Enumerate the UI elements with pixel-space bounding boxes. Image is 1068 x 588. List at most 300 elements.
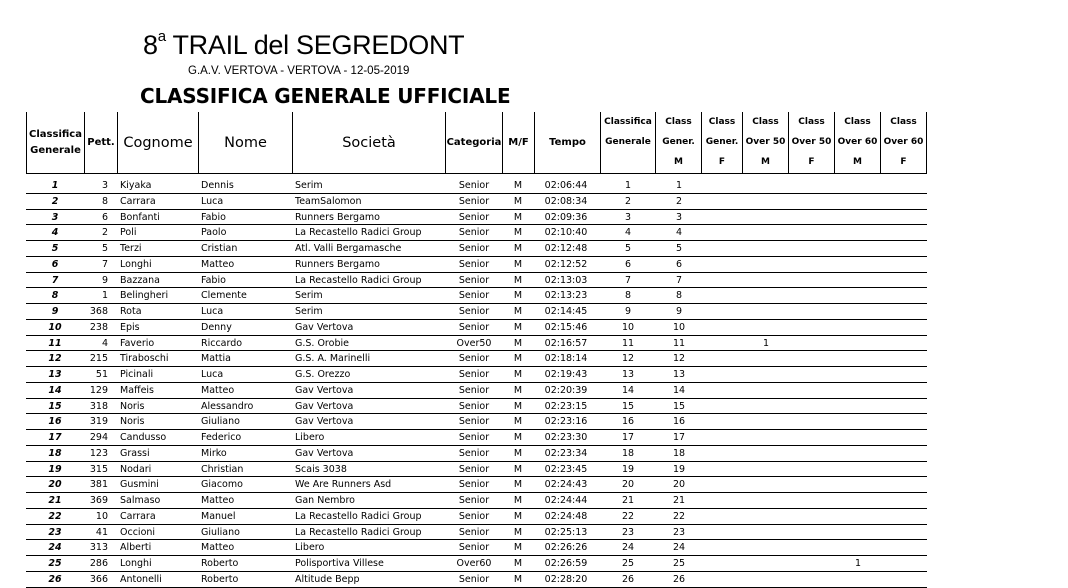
societa-cell: G.S. A. Marinelli bbox=[295, 353, 371, 365]
societa-cell: Runners Bergamo bbox=[295, 258, 380, 270]
col-nome-label: Nome bbox=[224, 134, 267, 151]
pett-cell: 318 bbox=[89, 400, 108, 412]
table-row bbox=[0, 194, 1068, 210]
rank-cell: 9 bbox=[51, 306, 59, 317]
table-row bbox=[0, 241, 1068, 257]
col-class-over60-f bbox=[880, 112, 927, 173]
rank-cell: 18 bbox=[48, 447, 62, 459]
mf-cell: M bbox=[513, 337, 523, 349]
rank-cell: 6 bbox=[51, 258, 59, 270]
col-classifica-generale-2 bbox=[600, 112, 655, 173]
col-gen-m-line3: M bbox=[674, 157, 683, 167]
societa-cell: Gav Vertova bbox=[295, 321, 354, 333]
categoria-cell: Senior bbox=[458, 573, 490, 585]
societa-cell: Serim bbox=[295, 290, 323, 302]
col-o50-f-line3: F bbox=[808, 157, 815, 167]
rank-cell: 13 bbox=[48, 369, 62, 380]
classification-heading: CLASSIFICA GENERALE UFFICIALE bbox=[140, 84, 511, 108]
tempo-cell: 02:23:45 bbox=[544, 463, 588, 475]
table-row bbox=[0, 320, 1068, 336]
mf-cell: M bbox=[513, 384, 523, 396]
cognome-cell: Faverio bbox=[120, 337, 155, 349]
col-o50-m-line2: Over 50 bbox=[745, 137, 786, 147]
rank-cell: 1 bbox=[51, 180, 59, 191]
tempo-cell: 02:25:13 bbox=[544, 526, 588, 538]
societa-cell: Serim bbox=[295, 180, 323, 191]
mf-cell: M bbox=[513, 306, 523, 317]
pett-cell: 381 bbox=[89, 479, 108, 491]
nome-cell: Mirko bbox=[201, 447, 227, 459]
classifica-generale-cell: 22 bbox=[621, 510, 635, 522]
table-row bbox=[0, 273, 1068, 289]
categoria-cell: Senior bbox=[458, 211, 490, 223]
table-row bbox=[0, 304, 1068, 320]
col-o50-f-line1: Class bbox=[798, 117, 825, 127]
nome-cell: Roberto bbox=[201, 573, 239, 585]
nome-cell: Christian bbox=[201, 463, 244, 475]
class-gener-m-cell: 9 bbox=[675, 306, 683, 317]
classifica-generale-cell: 15 bbox=[621, 400, 635, 412]
class-gener-m-cell: 22 bbox=[672, 510, 686, 522]
tempo-cell: 02:28:20 bbox=[544, 573, 588, 585]
categoria-cell: Senior bbox=[458, 243, 490, 254]
class-gener-m-cell: 6 bbox=[675, 258, 683, 270]
table-row bbox=[0, 351, 1068, 367]
pett-cell: 7 bbox=[101, 258, 108, 270]
col-tempo-label: Tempo bbox=[549, 136, 586, 148]
societa-cell: Gav Vertova bbox=[295, 400, 354, 412]
col-o50-m-line3: M bbox=[761, 157, 770, 167]
classifica-generale-cell: 9 bbox=[624, 306, 632, 317]
table-row bbox=[0, 367, 1068, 383]
cognome-cell: Maffeis bbox=[120, 384, 154, 396]
tempo-cell: 02:24:44 bbox=[544, 495, 588, 506]
cognome-cell: Gusmini bbox=[120, 479, 159, 491]
col-pett-label: Pett. bbox=[87, 136, 115, 148]
col-societa-label: Società bbox=[342, 134, 396, 151]
societa-cell: Gav Vertova bbox=[295, 447, 354, 459]
societa-cell: Polisportiva Villese bbox=[295, 558, 384, 569]
col-o60-f-line2: Over 60 bbox=[883, 137, 924, 147]
categoria-cell: Senior bbox=[458, 542, 490, 554]
pett-cell: 319 bbox=[89, 416, 108, 428]
pett-cell: 315 bbox=[89, 463, 108, 475]
cognome-cell: Carrara bbox=[120, 195, 156, 207]
table-row bbox=[0, 336, 1068, 352]
col-o50-f-line2: Over 50 bbox=[791, 137, 832, 147]
cognome-cell: Kiyaka bbox=[120, 180, 152, 191]
classifica-generale-cell: 10 bbox=[621, 321, 635, 333]
table-row bbox=[0, 430, 1068, 446]
cognome-cell: Nodari bbox=[120, 463, 152, 475]
rank-cell: 20 bbox=[48, 479, 62, 491]
nome-cell: Fabio bbox=[201, 274, 226, 286]
col-classifica-generale bbox=[26, 112, 84, 173]
categoria-cell: Senior bbox=[458, 384, 490, 396]
categoria-cell: Senior bbox=[458, 306, 490, 317]
tempo-cell: 02:26:59 bbox=[544, 558, 588, 569]
tempo-cell: 02:12:52 bbox=[544, 258, 588, 270]
societa-cell: G.S. Orezzo bbox=[295, 369, 351, 380]
tempo-cell: 02:23:16 bbox=[544, 416, 588, 428]
pett-cell: 6 bbox=[101, 211, 108, 223]
categoria-cell: Senior bbox=[458, 321, 490, 333]
mf-cell: M bbox=[513, 243, 523, 254]
categoria-cell: Senior bbox=[458, 353, 490, 365]
societa-cell: Altitude Bepp bbox=[295, 573, 360, 585]
class-gener-m-cell: 18 bbox=[672, 447, 686, 459]
cognome-cell: Carrara bbox=[120, 510, 156, 522]
categoria-cell: Senior bbox=[458, 195, 490, 207]
mf-cell: M bbox=[513, 400, 523, 412]
table-row bbox=[0, 399, 1068, 415]
rank-cell: 10 bbox=[48, 321, 62, 333]
classifica-generale-cell: 2 bbox=[624, 195, 632, 207]
rank-cell: 23 bbox=[48, 526, 62, 538]
rank-cell: 2 bbox=[51, 195, 59, 207]
class-gener-m-cell: 26 bbox=[672, 573, 686, 585]
tempo-cell: 02:06:44 bbox=[544, 180, 588, 191]
col-gen-f-line2: Gener. bbox=[705, 137, 739, 147]
row-rule bbox=[26, 587, 927, 588]
tempo-cell: 02:13:23 bbox=[544, 290, 588, 302]
cognome-cell: Alberti bbox=[120, 542, 152, 554]
pett-cell: 366 bbox=[89, 573, 108, 585]
pett-cell: 368 bbox=[89, 306, 108, 317]
societa-cell: Gan Nembro bbox=[295, 495, 355, 506]
tempo-cell: 02:24:43 bbox=[544, 479, 588, 491]
class-gener-m-cell: 19 bbox=[672, 463, 686, 475]
tempo-cell: 02:26:26 bbox=[544, 542, 588, 554]
categoria-cell: Senior bbox=[458, 526, 490, 538]
categoria-cell: Senior bbox=[458, 258, 490, 270]
nome-cell: Mattia bbox=[201, 353, 231, 365]
col-nome bbox=[198, 112, 292, 173]
classifica-generale-cell: 23 bbox=[621, 526, 635, 538]
mf-cell: M bbox=[513, 558, 523, 569]
table-row bbox=[0, 556, 1068, 572]
tempo-cell: 02:09:36 bbox=[544, 211, 588, 223]
mf-cell: M bbox=[513, 274, 523, 286]
col-pett bbox=[84, 112, 117, 173]
class-gener-m-cell: 1 bbox=[675, 180, 683, 191]
categoria-cell: Senior bbox=[458, 495, 490, 506]
pett-cell: 369 bbox=[89, 495, 108, 506]
tempo-cell: 02:16:57 bbox=[544, 337, 588, 349]
edition-number: 8 bbox=[143, 30, 158, 60]
col-tempo bbox=[534, 112, 600, 173]
rank-cell: 17 bbox=[48, 432, 62, 443]
nome-cell: Dennis bbox=[201, 180, 234, 191]
class-gener-m-cell: 5 bbox=[675, 243, 683, 254]
table-row bbox=[0, 493, 1068, 509]
mf-cell: M bbox=[513, 180, 523, 191]
col-class-over60-m bbox=[834, 112, 880, 173]
cognome-cell: Salmaso bbox=[120, 495, 161, 506]
pett-cell: 9 bbox=[101, 274, 108, 286]
classifica-generale-cell: 1 bbox=[624, 180, 632, 191]
classifica-generale-cell: 11 bbox=[621, 337, 635, 349]
nome-cell: Roberto bbox=[201, 558, 239, 569]
rank-cell: 7 bbox=[51, 274, 59, 286]
societa-cell: Gav Vertova bbox=[295, 384, 354, 396]
mf-cell: M bbox=[513, 290, 523, 302]
class-gener-m-cell: 20 bbox=[672, 479, 686, 491]
event-name: TRAIL del SEGREDONT bbox=[172, 30, 465, 60]
pett-cell: 294 bbox=[89, 432, 108, 443]
col-gen-f-line1: Class bbox=[708, 117, 736, 127]
rank-cell: 19 bbox=[48, 463, 62, 475]
class-gener-m-cell: 17 bbox=[672, 432, 686, 443]
nome-cell: Matteo bbox=[201, 258, 235, 270]
categoria-cell: Over50 bbox=[456, 337, 492, 349]
col-gen-m-line1: Class bbox=[665, 117, 692, 127]
mf-cell: M bbox=[513, 353, 523, 365]
table-row bbox=[0, 383, 1068, 399]
cognome-cell: Rota bbox=[120, 306, 142, 317]
nome-cell: Luca bbox=[201, 369, 224, 380]
col-classifica-generale-line1: Classifica bbox=[29, 128, 82, 140]
nome-cell: Denny bbox=[201, 321, 232, 333]
tempo-cell: 02:23:30 bbox=[544, 432, 588, 443]
pett-cell: 51 bbox=[95, 369, 108, 380]
societa-cell: La Recastello Radici Group bbox=[295, 510, 422, 522]
mf-cell: M bbox=[513, 510, 523, 522]
tempo-cell: 02:15:46 bbox=[544, 321, 588, 333]
mf-cell: M bbox=[513, 227, 523, 239]
rank-cell: 3 bbox=[51, 211, 59, 223]
classifica-generale-cell: 21 bbox=[621, 495, 635, 506]
classifica-generale-cell: 8 bbox=[624, 290, 632, 302]
rank-cell: 15 bbox=[48, 400, 62, 412]
nome-cell: Giuliano bbox=[201, 526, 240, 538]
cognome-cell: Bazzana bbox=[120, 274, 160, 286]
categoria-cell: Senior bbox=[458, 180, 490, 191]
nome-cell: Luca bbox=[201, 306, 224, 317]
societa-cell: G.S. Orobie bbox=[295, 337, 349, 349]
societa-cell: La Recastello Radici Group bbox=[295, 274, 422, 286]
pett-cell: 123 bbox=[89, 447, 108, 459]
table-row bbox=[0, 210, 1068, 226]
categoria-cell: Over60 bbox=[456, 558, 492, 569]
categoria-cell: Senior bbox=[458, 432, 490, 443]
class-gener-m-cell: 12 bbox=[672, 353, 686, 365]
categoria-cell: Senior bbox=[458, 447, 490, 459]
class-gener-m-cell: 13 bbox=[672, 369, 686, 380]
table-row bbox=[0, 525, 1068, 541]
rank-cell: 26 bbox=[48, 573, 62, 585]
societa-cell: Atl. Valli Bergamasche bbox=[295, 243, 402, 254]
table-row bbox=[0, 477, 1068, 493]
cognome-cell: Noris bbox=[120, 400, 145, 412]
cognome-cell: Grassi bbox=[120, 447, 150, 459]
mf-cell: M bbox=[513, 542, 523, 554]
classifica-generale-cell: 17 bbox=[621, 432, 635, 443]
mf-cell: M bbox=[513, 321, 523, 333]
classifica-generale-cell: 16 bbox=[621, 416, 635, 428]
societa-cell: TeamSalomon bbox=[295, 195, 362, 207]
pett-cell: 5 bbox=[101, 243, 108, 254]
categoria-cell: Senior bbox=[458, 400, 490, 412]
table-row bbox=[0, 225, 1068, 241]
categoria-cell: Senior bbox=[458, 463, 490, 475]
mf-cell: M bbox=[513, 447, 523, 459]
tempo-cell: 02:20:39 bbox=[544, 384, 588, 396]
classifica-generale-cell: 12 bbox=[621, 353, 635, 365]
class-gener-m-cell: 7 bbox=[675, 274, 683, 286]
classifica-generale-cell: 25 bbox=[621, 558, 635, 569]
pett-cell: 129 bbox=[89, 384, 108, 396]
cognome-cell: Longhi bbox=[120, 558, 152, 569]
rank-cell: 8 bbox=[51, 290, 59, 302]
col-o60-f-line3: F bbox=[900, 157, 907, 167]
class-gener-m-cell: 25 bbox=[672, 558, 686, 569]
col-classifica-generale-line2: Generale bbox=[30, 144, 81, 156]
table-row bbox=[0, 288, 1068, 304]
nome-cell: Giuliano bbox=[201, 416, 240, 428]
table-row bbox=[0, 446, 1068, 462]
nome-cell: Federico bbox=[201, 432, 242, 443]
nome-cell: Clemente bbox=[201, 290, 247, 302]
mf-cell: M bbox=[513, 495, 523, 506]
mf-cell: M bbox=[513, 479, 523, 491]
classifica-generale-cell: 4 bbox=[624, 227, 632, 239]
cognome-cell: Longhi bbox=[120, 258, 152, 270]
mf-cell: M bbox=[513, 432, 523, 443]
classifica-generale-cell: 20 bbox=[621, 479, 635, 491]
categoria-cell: Senior bbox=[458, 416, 490, 428]
col-cognome bbox=[117, 112, 198, 173]
edition-superscript: a bbox=[157, 28, 166, 45]
class-gener-m-cell: 3 bbox=[675, 211, 683, 223]
class-gener-m-cell: 15 bbox=[672, 400, 686, 412]
header-bottom-rule bbox=[26, 173, 927, 174]
societa-cell: Scais 3038 bbox=[295, 463, 347, 475]
rank-cell: 24 bbox=[48, 542, 62, 554]
class-gener-m-cell: 2 bbox=[675, 195, 683, 207]
tempo-cell: 02:10:40 bbox=[544, 227, 588, 239]
classifica-generale-cell: 26 bbox=[621, 573, 635, 585]
col-class-gener-m bbox=[655, 112, 701, 173]
classifica-generale-cell: 14 bbox=[621, 384, 635, 396]
categoria-cell: Senior bbox=[458, 290, 490, 302]
cognome-cell: Antonelli bbox=[120, 573, 162, 585]
nome-cell: Fabio bbox=[201, 211, 226, 223]
class-gener-m-cell: 23 bbox=[672, 526, 686, 538]
classifica-generale-cell: 5 bbox=[624, 243, 632, 254]
cognome-cell: Occioni bbox=[120, 526, 156, 538]
classifica-generale-cell: 3 bbox=[624, 211, 632, 223]
pett-cell: 215 bbox=[89, 353, 108, 365]
col-categoria-label: Categoria bbox=[446, 136, 502, 148]
pett-cell: 1 bbox=[101, 290, 108, 302]
nome-cell: Luca bbox=[201, 195, 224, 207]
cognome-cell: Bonfanti bbox=[120, 211, 160, 223]
col-gen-f-line3: F bbox=[718, 157, 726, 167]
col-cg2-line1: Classifica bbox=[604, 117, 652, 127]
cognome-cell: Candusso bbox=[120, 432, 167, 443]
nome-cell: Matteo bbox=[201, 542, 235, 554]
tempo-cell: 02:12:48 bbox=[544, 243, 588, 254]
rank-cell: 5 bbox=[51, 243, 59, 254]
pett-cell: 313 bbox=[89, 542, 108, 554]
pett-cell: 286 bbox=[89, 558, 108, 569]
class-gener-m-cell: 24 bbox=[672, 542, 686, 554]
table-row bbox=[0, 178, 1068, 194]
col-o60-m-line3: M bbox=[853, 157, 862, 167]
col-mf-label: M/F bbox=[508, 136, 529, 148]
classifica-generale-cell: 6 bbox=[624, 258, 632, 270]
cognome-cell: Epis bbox=[120, 321, 140, 333]
categoria-cell: Senior bbox=[458, 479, 490, 491]
societa-cell: La Recastello Radici Group bbox=[295, 526, 422, 538]
tempo-cell: 02:08:34 bbox=[544, 195, 588, 207]
rank-cell: 12 bbox=[48, 353, 62, 365]
tempo-cell: 02:24:48 bbox=[544, 510, 588, 522]
cognome-cell: Picinali bbox=[120, 369, 154, 380]
mf-cell: M bbox=[513, 369, 523, 380]
societa-cell: We Are Runners Asd bbox=[295, 479, 392, 491]
class-gener-m-cell: 11 bbox=[672, 337, 686, 349]
table-row bbox=[0, 462, 1068, 478]
cognome-cell: Terzi bbox=[120, 243, 142, 254]
col-o60-m-line2: Over 60 bbox=[837, 137, 878, 147]
mf-cell: M bbox=[513, 416, 523, 428]
rank-cell: 25 bbox=[48, 558, 62, 569]
tempo-cell: 02:19:43 bbox=[544, 369, 588, 380]
classifica-generale-cell: 24 bbox=[621, 542, 635, 554]
pett-cell: 238 bbox=[89, 321, 108, 333]
nome-cell: Giacomo bbox=[201, 479, 243, 491]
mf-cell: M bbox=[513, 211, 523, 223]
col-class-over50-f bbox=[788, 112, 834, 173]
table-row bbox=[0, 257, 1068, 273]
nome-cell: Paolo bbox=[201, 227, 227, 239]
pett-cell: 41 bbox=[95, 526, 108, 538]
classifica-generale-cell: 13 bbox=[621, 369, 635, 380]
event-subtitle: G.A.V. VERTOVA - VERTOVA - 12-05-2019 bbox=[188, 65, 410, 77]
pett-cell: 10 bbox=[95, 510, 108, 522]
rank-cell: 4 bbox=[51, 227, 59, 239]
mf-cell: M bbox=[513, 573, 523, 585]
class-gener-m-cell: 8 bbox=[675, 290, 683, 302]
col-o60-m-line1: Class bbox=[844, 117, 871, 127]
societa-cell: La Recastello Radici Group bbox=[295, 227, 422, 239]
rank-cell: 16 bbox=[48, 416, 62, 428]
table-row bbox=[0, 414, 1068, 430]
col-o50-m-line1: Class bbox=[752, 117, 779, 127]
tempo-cell: 02:14:45 bbox=[544, 306, 588, 317]
categoria-cell: Senior bbox=[458, 227, 490, 239]
categoria-cell: Senior bbox=[458, 274, 490, 286]
cognome-cell: Noris bbox=[120, 416, 145, 428]
categoria-cell: Senior bbox=[458, 369, 490, 380]
mf-cell: M bbox=[513, 463, 523, 475]
col-mf bbox=[502, 112, 534, 173]
pett-cell: 3 bbox=[101, 180, 108, 191]
tempo-cell: 02:18:14 bbox=[544, 353, 588, 365]
societa-cell: Libero bbox=[295, 542, 325, 554]
nome-cell: Manuel bbox=[201, 510, 236, 522]
tempo-cell: 02:13:03 bbox=[544, 274, 588, 286]
rank-cell: 21 bbox=[48, 495, 62, 506]
class-gener-m-cell: 14 bbox=[672, 384, 686, 396]
societa-cell: Gav Vertova bbox=[295, 416, 354, 428]
event-title bbox=[143, 30, 464, 61]
nome-cell: Riccardo bbox=[201, 337, 243, 349]
classifica-generale-cell: 18 bbox=[621, 447, 635, 459]
tempo-cell: 02:23:15 bbox=[544, 400, 588, 412]
